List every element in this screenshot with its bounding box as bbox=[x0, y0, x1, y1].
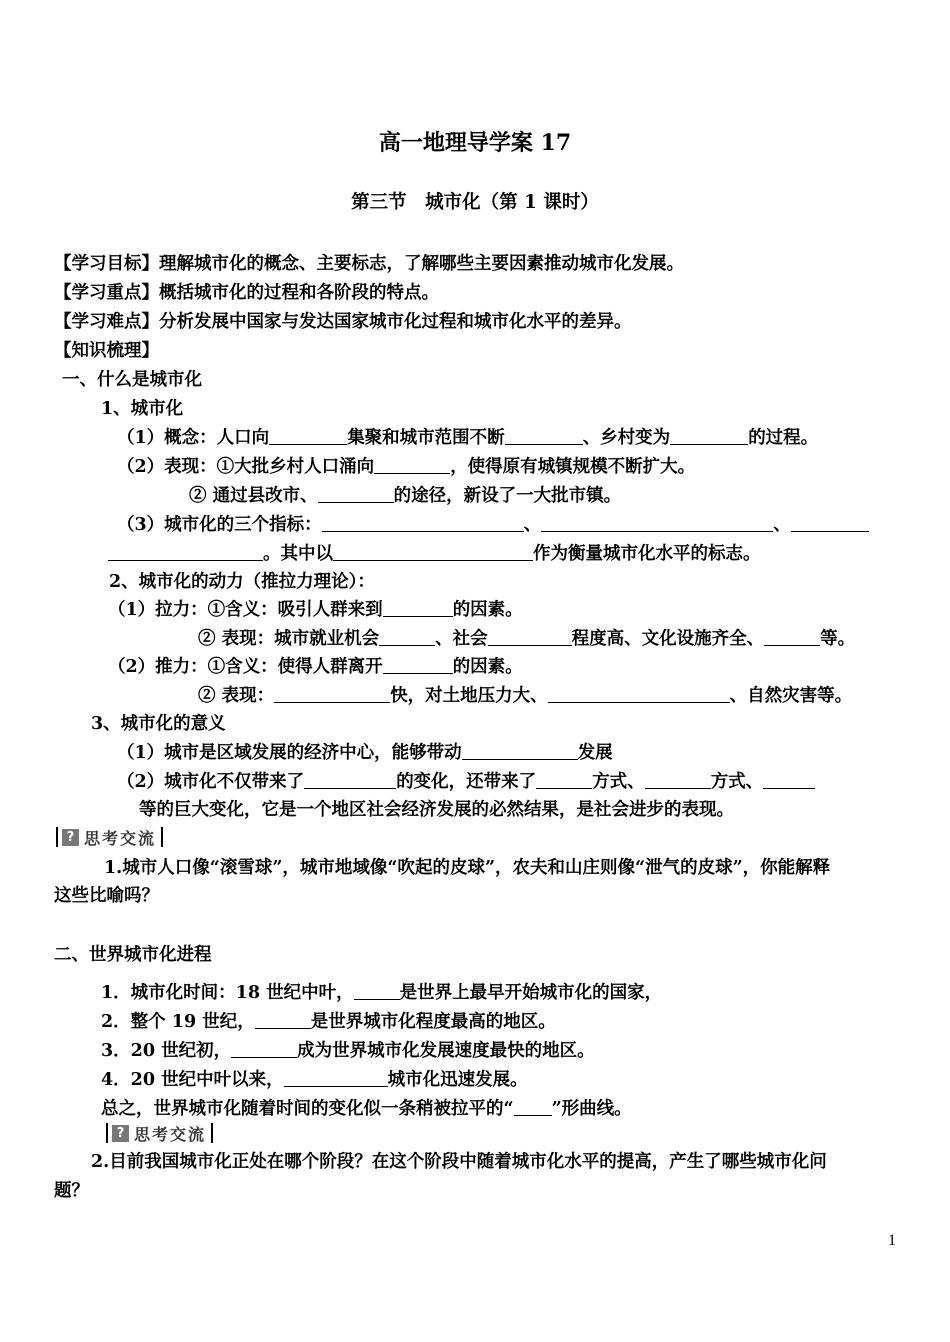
text: ”形曲线。 bbox=[551, 1099, 632, 1119]
learning-key-point: 【学习重点】概括城市化的过程和各阶段的特点。 bbox=[54, 283, 439, 303]
fill-blank[interactable] bbox=[318, 484, 394, 503]
text: ，使得原有城镇规模不断扩大。 bbox=[450, 457, 696, 477]
text: 是世界上最早开始城市化的国家， bbox=[399, 983, 663, 1003]
fill-blank[interactable] bbox=[383, 655, 453, 674]
divider bbox=[106, 1123, 108, 1143]
question1-line1: 1.城市人口像“滚雪球”，城市地域像“吹起的皮球”，农夫和山庄则像“泄气的皮球”，你能解释 bbox=[104, 858, 831, 878]
fill-blank[interactable] bbox=[108, 542, 263, 561]
perf1-line bbox=[117, 455, 695, 479]
question2-line2: 题？ bbox=[54, 1181, 89, 1201]
text: （1）概念：人口向 bbox=[117, 428, 270, 448]
question1-line2: 这些比喻吗？ bbox=[54, 886, 159, 906]
meaning1-line bbox=[117, 741, 613, 765]
fill-blank[interactable] bbox=[304, 770, 396, 789]
push1-line bbox=[108, 655, 523, 679]
divider bbox=[161, 827, 163, 847]
indicators-line bbox=[117, 513, 869, 537]
fill-blank[interactable] bbox=[764, 627, 820, 646]
knowledge-heading: 【知识梳理】 bbox=[54, 341, 159, 361]
text: 的变化，还带来了 bbox=[396, 772, 537, 792]
fill-blank[interactable] bbox=[488, 627, 572, 646]
divider bbox=[211, 1123, 213, 1143]
fill-blank[interactable] bbox=[791, 513, 869, 532]
text: 等。 bbox=[820, 629, 856, 649]
fill-blank[interactable] bbox=[645, 770, 711, 789]
text: 作为衡量城市化水平的标志。 bbox=[533, 544, 761, 564]
section2-heading: 二、世界城市化进程 bbox=[54, 945, 212, 965]
text: （3）城市化的三个指标： bbox=[117, 515, 322, 535]
think-exchange-label bbox=[104, 1121, 214, 1145]
text: 4．20 世纪中叶以来， bbox=[101, 1070, 284, 1090]
fill-blank[interactable] bbox=[462, 741, 578, 760]
fill-blank[interactable] bbox=[322, 513, 524, 532]
page-number: 1 bbox=[888, 1232, 896, 1249]
text: 是世界城市化程度最高的地区。 bbox=[310, 1012, 556, 1032]
s3-heading: 3、城市化的意义 bbox=[91, 714, 226, 734]
fill-blank[interactable] bbox=[541, 513, 773, 532]
fill-blank[interactable] bbox=[514, 1097, 552, 1116]
text: 、自然灾害等。 bbox=[729, 686, 853, 706]
fill-blank[interactable] bbox=[505, 426, 583, 445]
text: 发展 bbox=[577, 743, 613, 763]
text: 方式、 bbox=[592, 772, 645, 792]
progress-line2 bbox=[101, 1010, 556, 1034]
fill-blank[interactable] bbox=[354, 981, 400, 1000]
text: 2．整个 19 世纪， bbox=[101, 1012, 255, 1032]
fill-blank[interactable] bbox=[274, 684, 390, 703]
concept-line bbox=[117, 426, 818, 450]
page-subtitle: 第三节 城市化（第 1 课时） bbox=[351, 192, 599, 213]
text: （2）表现：①大批乡村人口涌向 bbox=[117, 457, 375, 477]
text: 3．20 世纪初， bbox=[101, 1041, 232, 1061]
section1-heading: 一、什么是城市化 bbox=[62, 370, 202, 390]
summary-line bbox=[101, 1097, 632, 1121]
text: 的因素。 bbox=[452, 600, 523, 620]
learning-objective: 【学习目标】理解城市化的概念、主要标志，了解哪些主要因素推动城市化发展。 bbox=[54, 254, 684, 274]
meaning3-line: 等的巨大变化，它是一个地区社会经济发展的必然结果，是社会进步的表现。 bbox=[139, 800, 734, 820]
text: 、社会 bbox=[435, 629, 488, 649]
text: 总之，世界城市化随着时间的变化似一条稍被拉平的“ bbox=[101, 1099, 514, 1119]
fill-blank[interactable] bbox=[269, 426, 347, 445]
push2-line bbox=[198, 684, 852, 708]
text: （2）城市化不仅带来了 bbox=[117, 772, 305, 792]
text: （1）拉力：①含义：吸引人群来到 bbox=[108, 600, 383, 620]
fill-blank[interactable] bbox=[231, 1039, 297, 1058]
text: 、乡村变为 bbox=[582, 428, 671, 448]
text: 成为世界城市化发展速度最快的地区。 bbox=[297, 1041, 595, 1061]
page-title: 高一地理导学案 17 bbox=[378, 130, 572, 156]
text: 的途径，新设了一大批市镇。 bbox=[393, 486, 622, 506]
text: （1）城市是区域发展的经济中心，能够带动 bbox=[117, 743, 462, 763]
text: （2）推力：①含义：使得人群离开 bbox=[108, 657, 383, 677]
text: 。其中以 bbox=[263, 544, 333, 564]
learning-difficulty: 【学习难点】分析发展中国家与发达国家城市化过程和城市化水平的差异。 bbox=[54, 312, 632, 332]
progress-line1 bbox=[101, 981, 662, 1005]
pull1-line bbox=[108, 598, 523, 622]
s2-heading: 2、城市化的动力（推拉力理论）： bbox=[109, 572, 375, 592]
fill-blank[interactable] bbox=[383, 598, 453, 617]
think-exchange-label bbox=[54, 825, 164, 849]
text: 1．城市化时间：18 世纪中叶， bbox=[101, 983, 354, 1003]
fill-blank[interactable] bbox=[536, 770, 592, 789]
progress-line4 bbox=[101, 1068, 528, 1092]
question2-line1: 2.目前我国城市化正处在哪个阶段？在这个阶段中随着城市化水平的提高，产生了哪些城市化问 bbox=[91, 1152, 827, 1172]
text: 的因素。 bbox=[452, 657, 523, 677]
divider bbox=[56, 827, 58, 847]
fill-blank[interactable] bbox=[255, 1010, 311, 1029]
perf2-line bbox=[189, 484, 621, 508]
think-exchange-text: 思考交流 bbox=[84, 828, 157, 848]
fill-blank[interactable] bbox=[374, 455, 450, 474]
text: ② 表现：城市就业机会 bbox=[198, 629, 380, 649]
pull2-line bbox=[198, 627, 855, 651]
fill-blank[interactable] bbox=[670, 426, 748, 445]
text: 集聚和城市范围不断 bbox=[347, 428, 505, 448]
text: 程度高、文化设施齐全、 bbox=[571, 629, 765, 649]
fill-blank[interactable] bbox=[548, 684, 730, 703]
progress-line3 bbox=[101, 1039, 595, 1063]
text: 方式、 bbox=[710, 772, 764, 792]
fill-blank[interactable] bbox=[763, 770, 815, 789]
text: 、 bbox=[773, 515, 791, 535]
text: 城市化迅速发展。 bbox=[387, 1070, 528, 1090]
fill-blank[interactable] bbox=[333, 542, 533, 561]
meaning2-line bbox=[117, 770, 815, 794]
fill-blank[interactable] bbox=[379, 627, 435, 646]
text: ② 表现： bbox=[198, 686, 275, 706]
text: 快，对土地压力大、 bbox=[390, 686, 548, 706]
think-exchange-text: 思考交流 bbox=[134, 1124, 207, 1144]
question-icon: ? bbox=[62, 829, 79, 846]
text: ② 通过县改市、 bbox=[189, 486, 318, 506]
question-icon: ? bbox=[112, 1125, 129, 1142]
text: 的过程。 bbox=[748, 428, 819, 448]
text: 、 bbox=[523, 515, 542, 535]
indicators-line2 bbox=[108, 542, 761, 566]
s1-heading: 1、城市化 bbox=[101, 399, 184, 419]
fill-blank[interactable] bbox=[284, 1068, 388, 1087]
